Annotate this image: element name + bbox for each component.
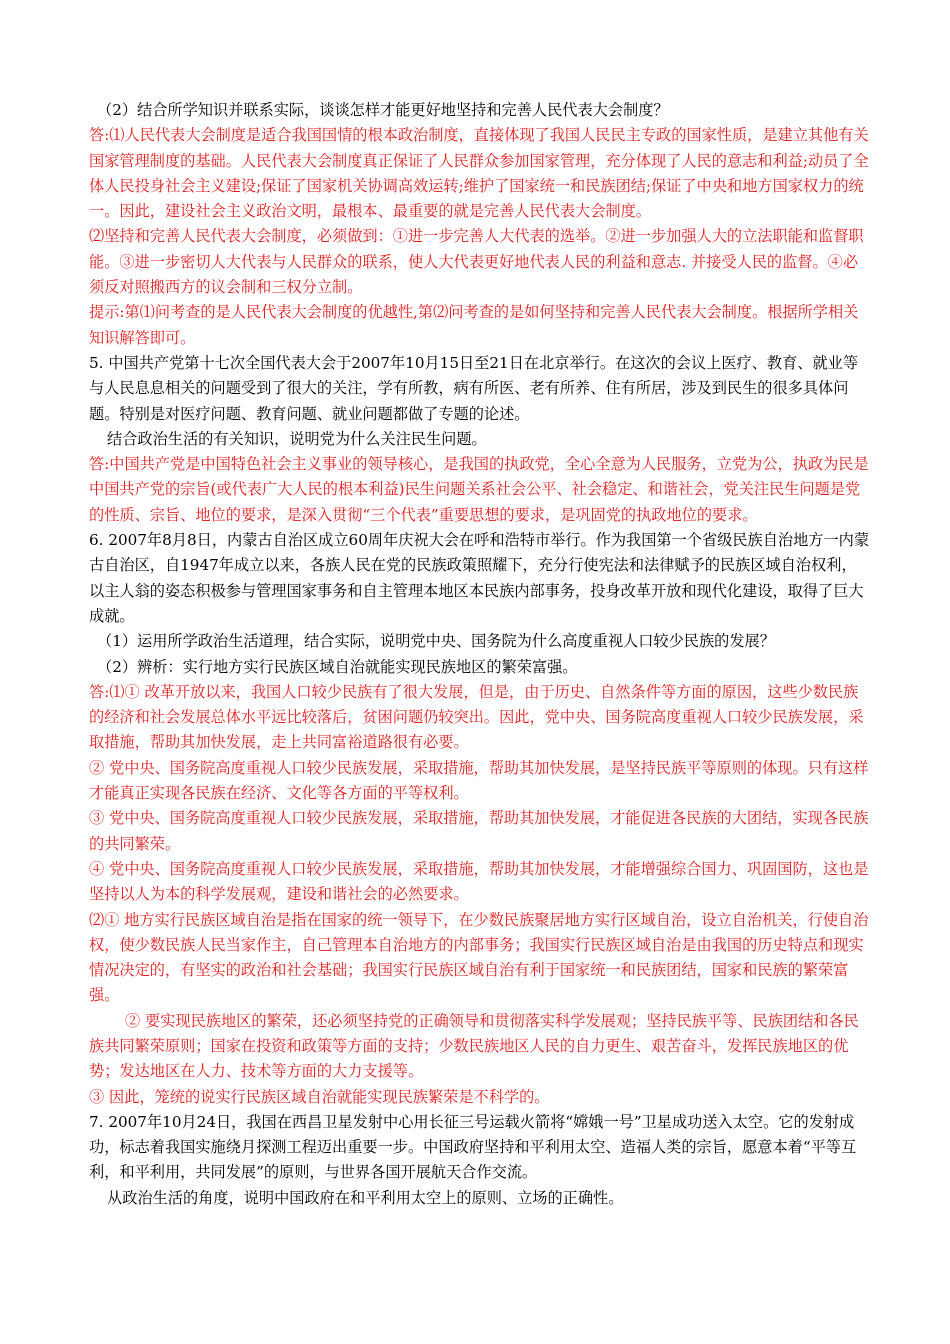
- answer-paragraph: ③ 因此，笼统的说实行民族区域自治就能实现民族繁荣是不科学的。: [89, 1087, 550, 1106]
- question-paragraph: 从政治生活的角度，说明中国政府在和平利用太空上的原则、立场的正确性。: [107, 1188, 624, 1207]
- answer-paragraph: 答:中国共产党是中国特色社会主义事业的领导核心，是我国的执政党，全心全意为人民服务，立党为公，执政为民是中国共产党的宗旨(或代表广大人民的根本利益)民生问题关系社会公平、社会稳定、和谐社会，党关注民生问题是党的性质、宗旨、地位的要求，是深入贯彻“三个代表”重要思想的要求，是巩固党的执政地位的要求。: [89, 455, 869, 524]
- answer-paragraph: ⑵① 地方实行民族区域自治是指在国家的统一领导下，在少数民族聚居地方实行区域自治，设立自治机关，行使自治权，使少数民族人民当家作主，自己管理本自治地方的内部事务；我国实行民族区域自治是由我国的历史特点和现实情况决定的，有坚实的政治和社会基础；我国实行民族区域自治有利于国家统一和民族团结，国家和民族的繁荣富强。: [89, 910, 869, 1005]
- question-paragraph: （2）结合所学知识并联系实际，谈谈怎样才能更好地坚持和完善人民代表大会制度？: [97, 101, 669, 119]
- question-paragraph: 6. 2007年8月8日，内蒙古自治区成立60周年庆祝大会在呼和浩特市举行。作为我国第一个省级民族自治地方一内蒙古自治区，自1947年成立以来，各族人民在党的民族政策照耀下，充分行使宪法和法律赋予的民族区域自治权利，以主人翁的姿态积极参与管理国家事务和自主管理本地区本民族内部事务，投身改革开放和现代化建设，取得了巨大成就。: [89, 531, 870, 625]
- answer-paragraph: ② 要实现民族地区的繁荣，还必须坚持党的正确领导和贯彻落实科学发展观；坚持民族平等、民族团结和各民族共同繁荣原则；国家在投资和政策等方面的支持；少数民族地区人民的自力更生、艰苦奋斗，发挥民族地区的优势；发达地区在人力、技术等方面的大力支援等。: [89, 1011, 859, 1081]
- question-paragraph: （2）辨析：实行地方实行民族区域自治就能实现民族地区的繁荣富强。: [97, 657, 578, 676]
- answer-paragraph: ③ 党中央、国务院高度重视人口较少民族发展，采取措施，帮助其加快发展，才能促进各民族的大团结，实现各民族的共同繁荣。: [89, 809, 869, 853]
- question-paragraph: （1）运用所学政治生活道理，结合实际，说明党中央、国务院为什么高度重视人口较少民族的发展？: [97, 632, 775, 651]
- answer-paragraph: 答:⑴① 改革开放以来，我国人口较少民族有了很大发展，但是，由于历史、自然条件等方面的原因，这些少数民族的经济和社会发展总体水平远比较落后，贫困问题仍较突出。因此，党中央、国务院高度重视人口较少民族发展，采取措施，帮助其加快发展，走上共同富裕道路很有必要。: [89, 682, 864, 752]
- answer-paragraph: 答:⑴人民代表大会制度是适合我国国情的根本政治制度，直接体现了我国人民民主专政的国家性质，是建立其他有关国家管理制度的基础。人民代表大会制度真正保证了人民群众参加国家管理，充分体现了人民的意志和利益;动员了全体人民投身社会主义建设;保证了国家机关协调高效运转;维护了国家统一和民族团结;保证了中央和地方国家权力的统一。因此，建设社会主义政治文明，最根本、最重要的就是完善人民代表大会制度。: [89, 126, 869, 221]
- answer-paragraph: ⑵坚持和完善人民代表大会制度，必须做到：①进一步完善人大代表的选举。②进一步加强人大的立法职能和监督职能。③进一步密切人大代表与人民群众的联系，使人大代表更好地代表人民的利益和意志. 并接受人民的监督。④必须反对照搬西方的议会制和三权分立制。: [89, 227, 864, 297]
- question-paragraph: 7. 2007年10月24日，我国在西昌卫星发射中心用长征三号运载火箭将“嫦娥一号”卫星成功送入太空。它的发射成功，标志着我国实施绕月探测工程迈出重要一步。中国政府坚持和平利用太空、造福人类的宗旨，愿意本着“平等互利，和平利用，共同发展”的原则，与世界各国开展航天合作交流。: [89, 1112, 857, 1182]
- answer-paragraph: 提示:第⑴问考查的是人民代表大会制度的优越性,第⑵问考查的是如何坚持和完善人民代表大会制度。根据所学相关知识解答即可。: [89, 303, 859, 347]
- answer-paragraph: ② 党中央、国务院高度重视人口较少民族发展，采取措施，帮助其加快发展，是坚持民族平等原则的体现。只有这样才能真正实现各民族在经济、文化等各方面的平等权利。: [89, 758, 869, 803]
- question-paragraph: 5. 中国共产党第十七次全国代表大会于2007年10月15日至21日在北京举行。在这次的会议上医疗、教育、就业等与人民息息相关的问题受到了很大的关注，学有所教，病有所医、老有所养、住有所居，涉及到民生的很多具体问题。特别是对医疗问题、教育问题、就业问题都做了专题的论述。: [89, 353, 859, 423]
- question-paragraph: 结合政治生活的有关知识，说明党为什么关注民生问题。: [107, 429, 487, 448]
- answer-paragraph: ④ 党中央、国务院高度重视人口较少民族发展，采取措施，帮助其加快发展，才能增强综合国力、巩固国防，这也是坚持以人为本的科学发展观，建设和谐社会的必然要求。: [89, 859, 869, 904]
